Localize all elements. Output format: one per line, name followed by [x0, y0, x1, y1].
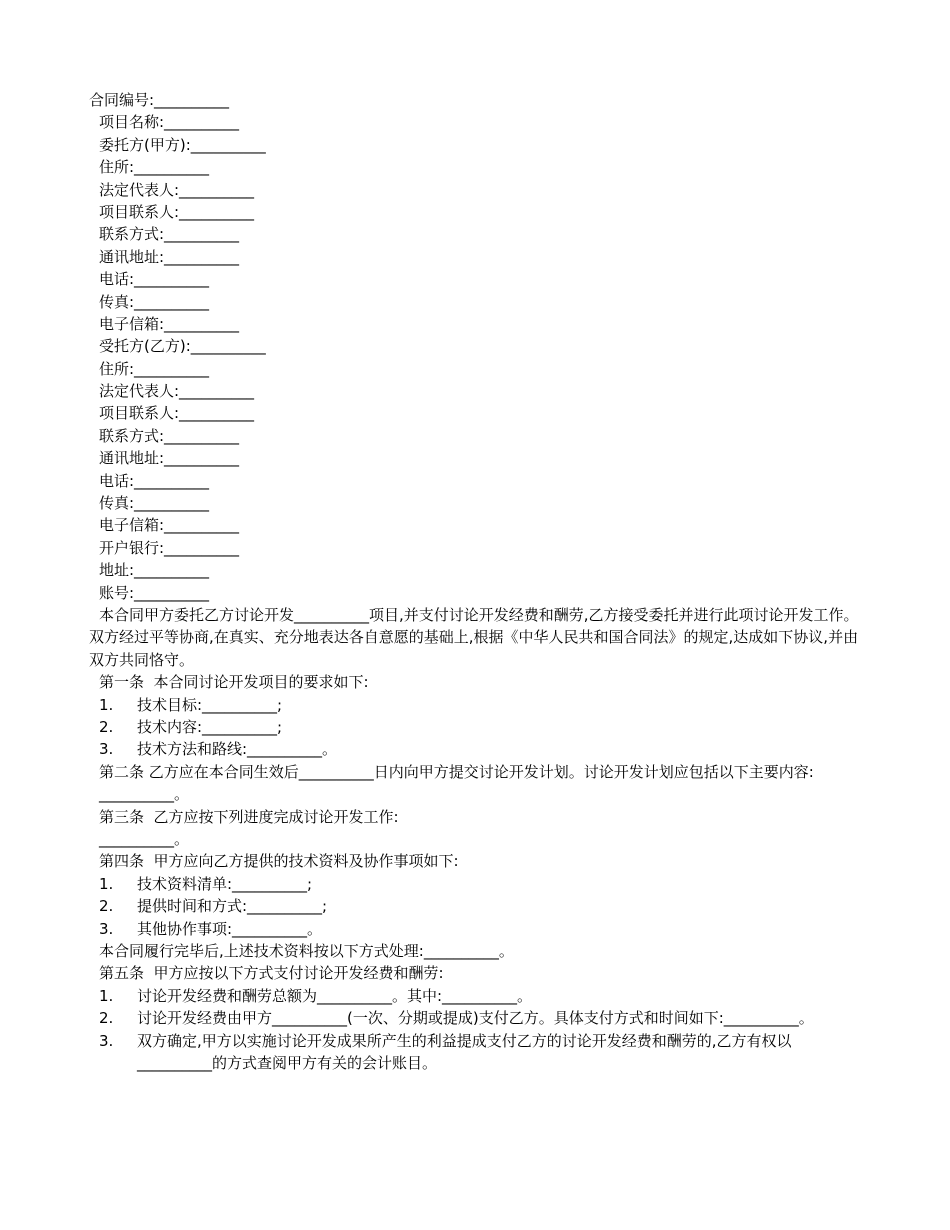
item-number: 3. [99, 919, 114, 938]
party-info-line: 通讯地址:__________ [99, 449, 240, 468]
contract-number: 合同编号:__________ [89, 91, 230, 109]
numbered-item [89, 985, 861, 1007]
item-number: 1. [99, 874, 114, 893]
item-number: 2. [99, 1009, 114, 1028]
contract-document [89, 89, 861, 1074]
article-2-blank: __________。 [99, 785, 190, 804]
item-number: 3. [99, 740, 114, 759]
numbered-item [89, 1007, 861, 1029]
article-3-title: 第三条 乙方应按下列进度完成讨论开发工作: [99, 807, 399, 826]
article-4-items [89, 873, 861, 940]
party-info-line: 委托方(甲方):__________ [99, 135, 266, 154]
numbered-item [89, 918, 861, 940]
item-text: 技术内容:__________; [137, 718, 283, 736]
party-info-line: 电子信箱:__________ [99, 314, 240, 333]
article-2 [89, 761, 861, 783]
article-4-after: 本合同履行完毕后,上述技术资料按以下方式处理:__________。 [99, 942, 514, 960]
party-info-block [89, 111, 861, 604]
item-text: 双方确定,甲方以实施讨论开发成果所产生的利益提成支付乙方的讨论开发经费和酬劳的,乙方有权以__________的方式查阅甲方有关的会计账目。 [137, 1031, 792, 1072]
party-info-line: 电子信箱:__________ [99, 516, 240, 535]
item-number: 1. [99, 695, 114, 714]
party-info-line: 传真:__________ [99, 292, 210, 311]
item-text: 讨论开发经费由甲方__________(一次、分期或提成)支付乙方。具体支付方式和时间如下:__________。 [137, 1009, 814, 1028]
article-5-items [89, 985, 861, 1075]
item-number: 2. [99, 718, 114, 736]
numbered-item [89, 694, 861, 716]
article-3-blank: __________。 [99, 830, 190, 848]
party-info-line: 住所:__________ [99, 158, 210, 177]
party-info-line: 联系方式:__________ [99, 426, 240, 445]
intro-text: 本合同甲方委托乙方讨论开发__________项目,并支付讨论开发经费和酬劳,乙方接受委托并进行此项讨论开发工作。双方经过平等协商,在真实、充分地表达各自意愿的基础上,根据《中华人民共和国合同法》的规定,达成如下协议,并由双方共同恪守。 [89, 605, 859, 669]
party-info-line: 受托方(乙方):__________ [99, 337, 266, 356]
item-number: 2. [99, 897, 114, 916]
party-info-line: 账号:__________ [99, 583, 210, 602]
party-info-line: 联系方式:__________ [99, 225, 240, 244]
item-text: 其他协作事项:__________。 [137, 919, 323, 938]
numbered-item [89, 716, 861, 738]
numbered-item [89, 873, 861, 895]
party-info-line: 住所:__________ [99, 359, 210, 378]
party-info-line: 电话:__________ [99, 270, 210, 289]
party-info-line: 法定代表人:__________ [99, 180, 255, 199]
item-text: 讨论开发经费和酬劳总额为__________。其中:__________。 [137, 986, 533, 1005]
item-text: 技术目标:__________; [137, 695, 283, 714]
article-4-title: 第四条 甲方应向乙方提供的技术资料及协作事项如下: [99, 852, 459, 871]
intro-paragraph [89, 604, 861, 671]
party-info-line: 法定代表人:__________ [99, 382, 255, 401]
item-text: 技术资料清单:__________; [137, 874, 313, 893]
article-1-items [89, 694, 861, 761]
item-number: 1. [99, 986, 114, 1005]
party-info-line: 项目联系人:__________ [99, 202, 255, 221]
item-number: 3. [99, 1031, 114, 1050]
item-text: 技术方法和路线:__________。 [137, 740, 338, 759]
party-info-line: 项目联系人:__________ [99, 404, 255, 423]
party-info-line: 地址:__________ [99, 561, 210, 580]
party-info-line: 开户银行:__________ [99, 538, 240, 557]
numbered-item [89, 1030, 861, 1075]
article-5-title: 第五条 甲方应按以下方式支付讨论开发经费和酬劳: [99, 964, 444, 983]
party-info-line: 项目名称:__________ [99, 113, 240, 132]
party-info-line: 传真:__________ [99, 494, 210, 513]
article-2-text: 第二条 乙方应在本合同生效后__________日内向甲方提交讨论开发计划。讨论开发计划应包括以下主要内容: [99, 762, 814, 781]
party-info-line: 通讯地址:__________ [99, 247, 240, 266]
numbered-item [89, 895, 861, 917]
item-text: 提供时间和方式:__________; [137, 897, 328, 916]
numbered-item [89, 738, 861, 760]
party-info-line: 电话:__________ [99, 471, 210, 490]
article-1-title: 第一条 本合同讨论开发项目的要求如下: [99, 673, 369, 692]
